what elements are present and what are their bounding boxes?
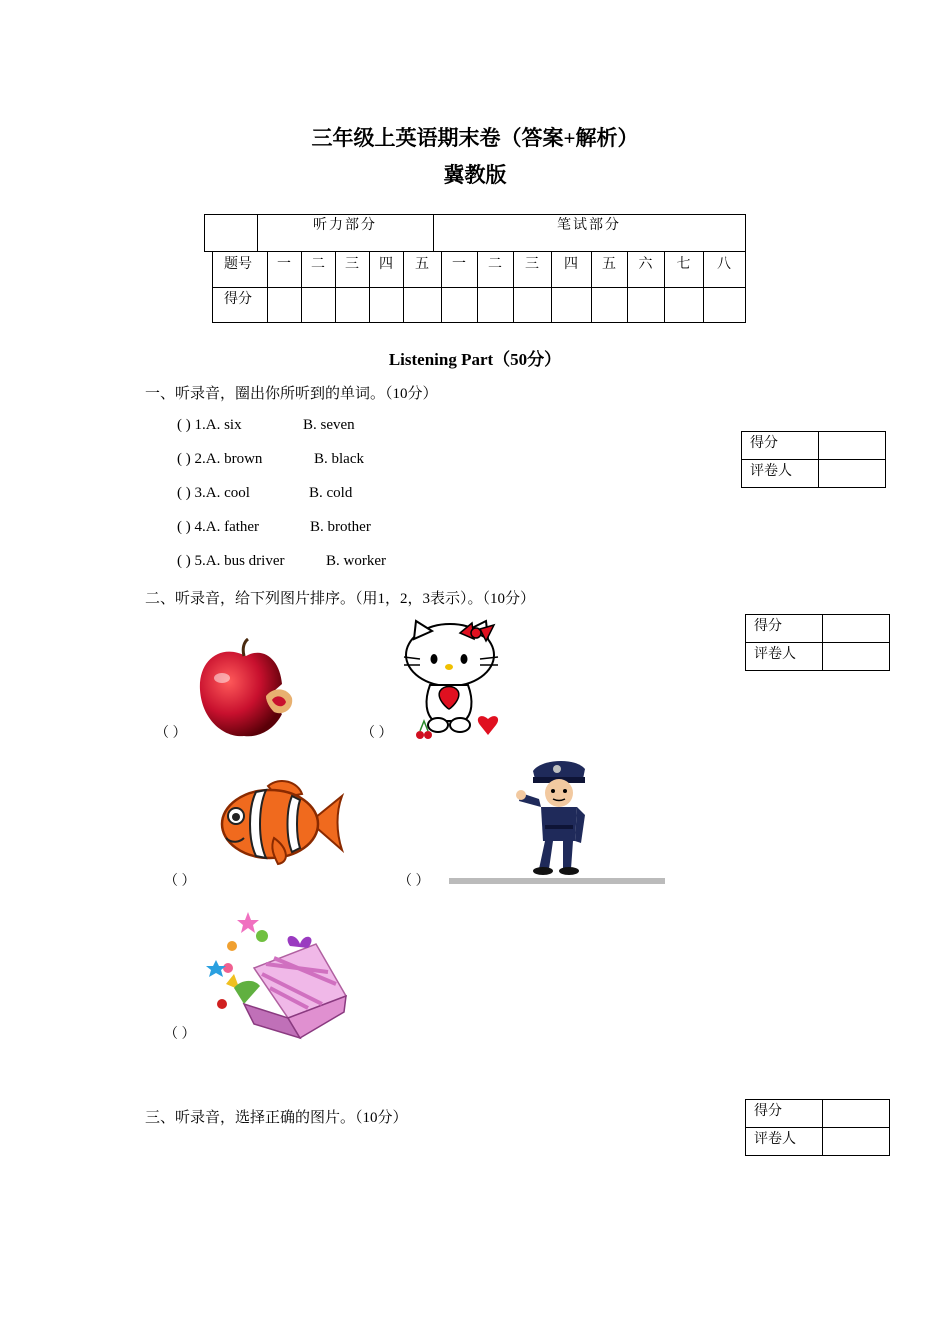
question-column-label: 三	[345, 257, 359, 272]
question-column-label: 四	[379, 257, 393, 272]
item5-option-a: ( ) 5.A. bus driver	[177, 553, 285, 569]
section1-heading: 一、听录音，圈出你所听到的单词。（10分）	[145, 386, 438, 402]
item4-option-a: ( ) 4.A. father	[177, 519, 260, 535]
score-label: 得分	[746, 1100, 823, 1128]
item1-option-b: B. seven	[303, 417, 355, 433]
answer-bracket[interactable]: （ ）	[164, 874, 196, 889]
apple-image	[196, 638, 296, 740]
question-column-label: 六	[638, 257, 653, 272]
question-column-label: 二	[311, 257, 325, 272]
score-cell[interactable]	[823, 1100, 890, 1128]
score-entry-cell[interactable]	[370, 288, 403, 322]
score-entry-cell[interactable]	[592, 288, 627, 322]
question-number-label: 题号	[224, 257, 252, 272]
question-column-label: 七	[676, 257, 691, 272]
score-entry-cell[interactable]	[336, 288, 369, 322]
section3-heading: 三、听录音，选择正确的图片。（10分）	[145, 1110, 408, 1126]
score-entry-cell[interactable]	[665, 288, 703, 322]
grader-label: 评卷人	[746, 1128, 823, 1156]
score-label: 得分	[746, 615, 823, 643]
grader-cell[interactable]	[823, 1128, 890, 1156]
item3-option-b: B. cold	[309, 485, 353, 501]
item4-option-b: B. brother	[310, 519, 371, 535]
question-column-label: 五	[602, 257, 616, 272]
question-column-label: 四	[564, 257, 578, 272]
page-subtitle: 冀教版	[443, 163, 507, 187]
score-entry-cell[interactable]	[268, 288, 301, 322]
question-column-label: 一	[277, 257, 291, 272]
question-column-label: 二	[488, 257, 502, 272]
score-box-section3	[745, 1099, 890, 1156]
page-title: 三年级上英语期末卷（答案+解析）	[311, 126, 639, 150]
item3-option-a: ( ) 3.A. cool	[177, 485, 250, 501]
listening-part-heading: Listening Part（50分）	[388, 350, 562, 369]
score-label: 得分	[742, 432, 819, 460]
item2-option-a: ( ) 2.A. brown	[177, 451, 263, 467]
score-cell[interactable]	[823, 615, 890, 643]
score-entry-cell[interactable]	[478, 288, 513, 322]
question-column-label: 一	[452, 257, 466, 272]
score-entry-cell[interactable]	[302, 288, 335, 322]
answer-bracket[interactable]: （ ）	[398, 874, 430, 889]
score-row-label: 得分	[224, 292, 252, 307]
question-column-label: 五	[415, 257, 429, 272]
score-entry-cell[interactable]	[628, 288, 664, 322]
item2-option-b: B. black	[314, 451, 364, 467]
grader-label: 评卷人	[742, 460, 819, 488]
grader-label: 评卷人	[746, 643, 823, 671]
score-entry-cell[interactable]	[552, 288, 591, 322]
question-column-label: 三	[525, 257, 539, 272]
writing-section-label: 笔试部分	[557, 218, 621, 233]
score-box-section1	[741, 431, 886, 488]
section2-heading: 二、听录音，给下列图片排序。（用1，2，3表示）。（10分）	[145, 591, 536, 607]
grader-cell[interactable]	[819, 460, 886, 488]
listening-section-label: 听力部分	[313, 218, 377, 233]
score-entry-cell[interactable]	[442, 288, 477, 322]
question-column-label: 八	[717, 257, 731, 272]
score-entry-cell[interactable]	[704, 288, 745, 322]
police-officer-image	[449, 757, 665, 885]
item1-option-a: ( ) 1.A. six	[177, 417, 242, 433]
score-cell[interactable]	[819, 432, 886, 460]
item5-option-b: B. worker	[326, 553, 386, 569]
score-entry-cell[interactable]	[514, 288, 551, 322]
answer-bracket[interactable]: （ ）	[361, 726, 393, 741]
grader-cell[interactable]	[823, 643, 890, 671]
gift-box-image	[204, 908, 350, 1040]
answer-bracket[interactable]: （ ）	[155, 726, 187, 741]
hello-kitty-image	[402, 617, 502, 741]
score-entry-cell[interactable]	[404, 288, 441, 322]
fish-image	[218, 778, 346, 866]
answer-bracket[interactable]: （ ）	[164, 1027, 196, 1042]
score-box-section2	[745, 614, 890, 671]
